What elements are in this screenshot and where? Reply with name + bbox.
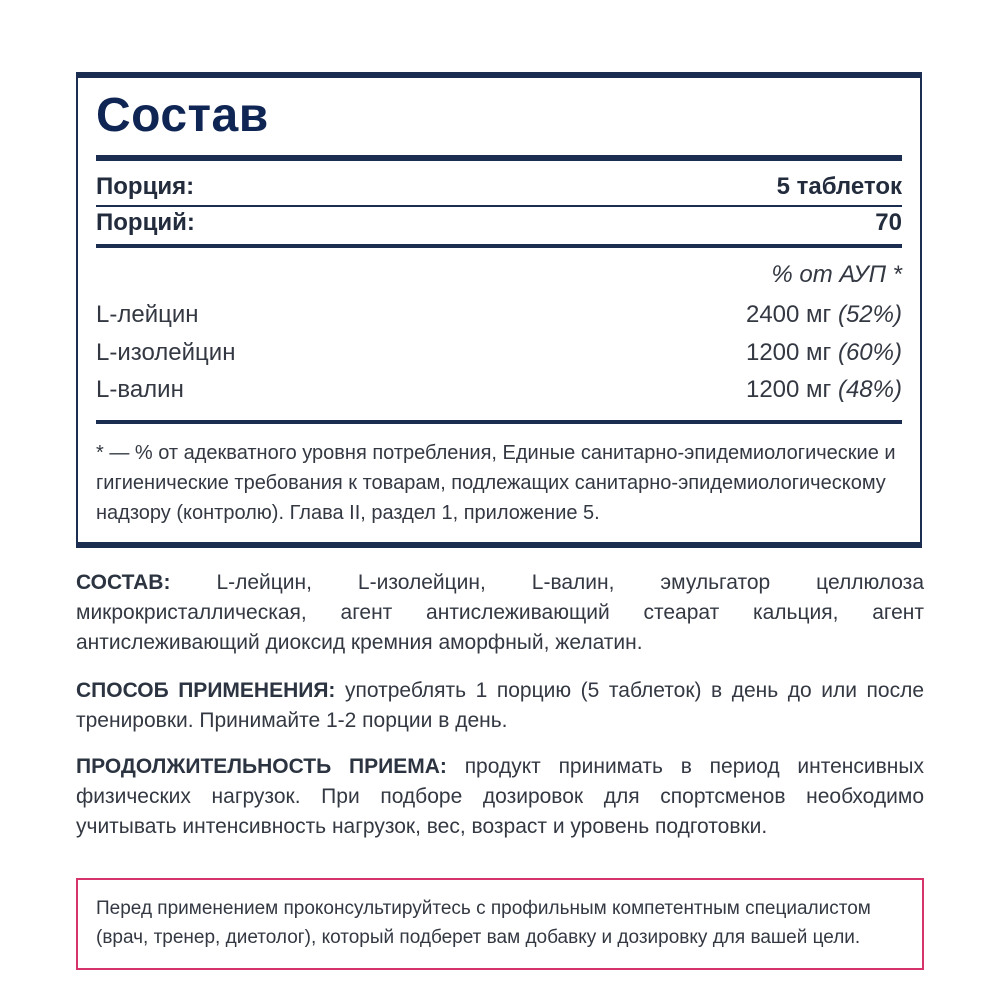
composition-label: СОСТАВ: xyxy=(76,571,171,594)
ingredient-name: L-изолейцин xyxy=(96,339,236,366)
ingredient-row xyxy=(96,339,902,367)
servings-count-label: Порций: xyxy=(96,209,195,236)
serving-size-label: Порция: xyxy=(96,173,195,200)
usage-paragraph xyxy=(76,676,924,736)
duration-paragraph xyxy=(76,752,924,842)
daily-value-footnote: * — % от адекватного уровня потребления, Единые санитарно-эпидемиологические и гигиенические требования к товарам, подлежащих санитарно-эпидемиологическому надзору (контролю). Глава II, раздел 1, приложение 5. xyxy=(96,442,896,524)
serving-size-row xyxy=(96,173,902,201)
servings-count-value: 70 xyxy=(875,209,902,236)
composition-text: L-лейцин, L-изолейцин, L-валин, эмульгатор целлюлоза микрокристаллическая, агент антислеживающий стеарат кальция, агент антислеживающий диоксид кремния аморфный, желатин. xyxy=(76,571,924,654)
ingredient-name: L-валин xyxy=(96,376,184,403)
composition-paragraph xyxy=(76,568,924,658)
footnote-divider xyxy=(96,420,902,424)
ingredient-name: L-лейцин xyxy=(96,301,199,328)
ingredient-amount: 2400 мг (52%) xyxy=(745,301,902,328)
row-divider xyxy=(96,205,902,207)
supplement-facts-panel xyxy=(76,72,922,548)
duration-text: продукт принимать в период интенсивных физических нагрузок. При подборе дозировок для спортсменов необходимо учитывать интенсивность нагрузок, вес, возраст и уровень подготовки. xyxy=(76,755,924,838)
servings-count-row xyxy=(96,209,902,237)
ingredient-amount: 1200 мг (48%) xyxy=(745,376,902,403)
servings-divider xyxy=(96,244,902,248)
panel-title: Состав xyxy=(96,89,269,142)
ingredient-row xyxy=(96,376,902,404)
duration-label: ПРОДОЛЖИТЕЛЬНОСТЬ ПРИЕМА: xyxy=(76,755,447,778)
consultation-warning: Перед применением проконсультируйтесь с профильным компетентным специалистом (врач, тренер, диетолог), который подберет вам добавку и дозировку для вашей цели. xyxy=(76,878,924,970)
title-divider xyxy=(96,155,902,161)
daily-value-header: % от АУП * xyxy=(771,261,902,288)
usage-text: употреблять 1 порцию (5 таблеток) в день до или после тренировки. Принимайте 1-2 порции в день. xyxy=(76,679,924,732)
ingredient-amount: 1200 мг (60%) xyxy=(745,339,902,366)
usage-label: СПОСОБ ПРИМЕНЕНИЯ: xyxy=(76,679,336,702)
ingredient-percent: (52%) xyxy=(837,301,902,328)
ingredient-percent: (60%) xyxy=(837,339,902,366)
ingredient-percent: (48%) xyxy=(837,376,902,403)
ingredient-row xyxy=(96,301,902,329)
serving-size-value: 5 таблеток xyxy=(776,173,902,200)
